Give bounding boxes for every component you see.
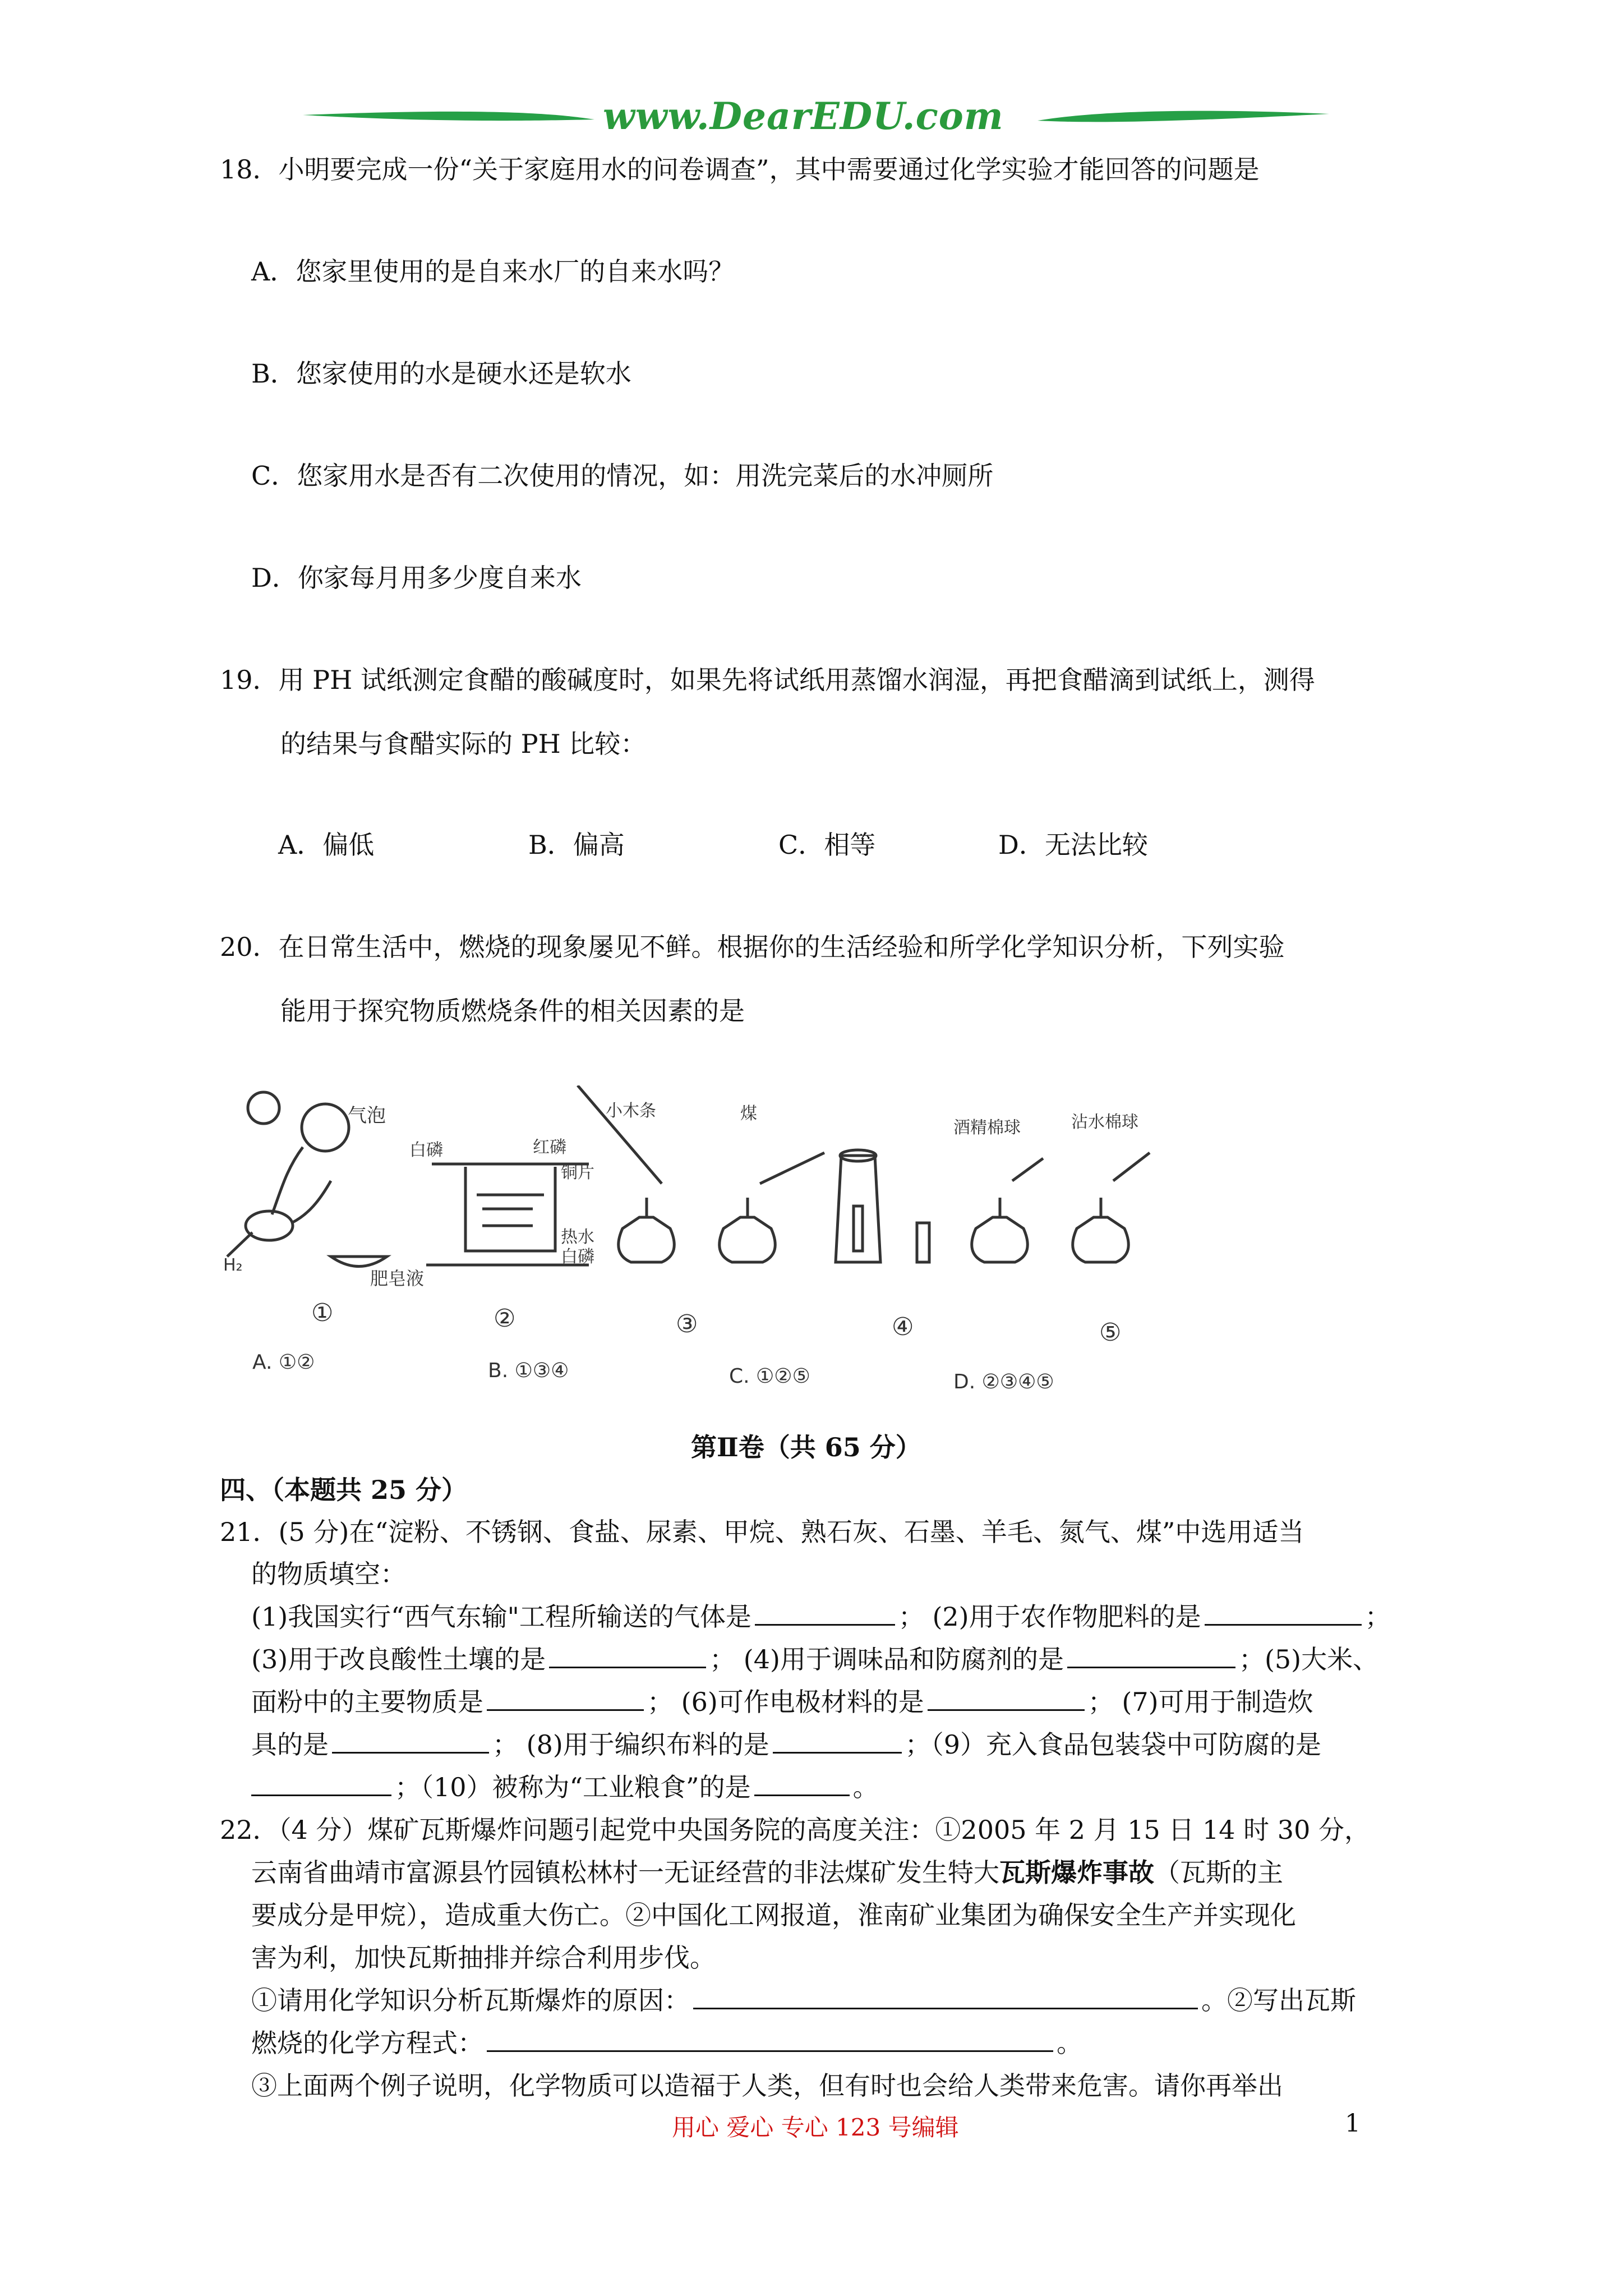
label-water-ball: 沾水棉球 (1071, 1112, 1138, 1132)
label-soap: 肥皂液 (370, 1268, 425, 1289)
q18-option-a: A．您家里使用的是自来水厂的自来水吗？ (251, 256, 735, 287)
fig-num-5: ⑤ (1099, 1318, 1122, 1347)
fig-num-1: ① (311, 1299, 334, 1327)
part2-title: 第Ⅱ卷（共 65 分） (691, 1432, 921, 1462)
label-red-phosphorus: 红磷 (533, 1138, 566, 1157)
footer-editor: 用心 爱心 专心 123 号编辑 (672, 2114, 959, 2141)
q19-option-a: A．偏低 (278, 830, 375, 860)
label-white-phosphorus: 白磷 (409, 1140, 443, 1160)
fig-num-2: ② (494, 1304, 516, 1333)
q22-line1: 22．（4 分）煤矿瓦斯爆炸问题引起党中央国务院的高度关注：①2005 年 2 月 15 日 14 时 30 分， (220, 1815, 1370, 1845)
page-number: 1 (1345, 2109, 1361, 2138)
fig-choice-c: C. ①②⑤ (729, 1365, 810, 1388)
q22-line7: ③上面两个例子说明，化学物质可以造福于人类，但有时也会给人类带来危害。请你再举出 (251, 2070, 1283, 2101)
blank-8[interactable] (773, 1727, 902, 1754)
q22-line6: 燃烧的化学方程式： 。 (251, 2023, 1082, 2060)
q22-line5: ①请用化学知识分析瓦斯爆炸的原因： 。②写出瓦斯 (251, 1980, 1356, 2017)
label-stick: 小木条 (606, 1101, 656, 1121)
blank-5[interactable] (487, 1685, 644, 1711)
label-hot-water: 热水 (561, 1227, 594, 1247)
blank-10[interactable] (754, 1770, 850, 1796)
blank-q22-2[interactable] (487, 2026, 1053, 2052)
blank-9[interactable] (251, 1770, 391, 1796)
q19-option-b: B．偏高 (528, 830, 625, 860)
label-coal: 煤 (740, 1104, 757, 1124)
label-copper: 铜片 (561, 1163, 594, 1182)
blank-4[interactable] (1067, 1642, 1235, 1668)
blank-2[interactable] (1205, 1599, 1362, 1626)
q20-experiment-figure (219, 1085, 1239, 1411)
q21-line2: 的物质填空： (251, 1559, 406, 1589)
q20-stem-line1: 20．在日常生活中，燃烧的现象屡见不鲜。根据你的生活经验和所学化学知识分析，下列实验 (220, 932, 1285, 962)
blank-6[interactable] (928, 1685, 1085, 1711)
fig-choice-a: A. ①② (252, 1351, 315, 1374)
label-alcohol-ball: 酒精棉球 (953, 1118, 1021, 1138)
blank-3[interactable] (549, 1642, 706, 1668)
fig-num-3: ③ (676, 1310, 698, 1338)
q18-option-b: B．您家使用的水是硬水还是软水 (251, 358, 631, 389)
q18-stem: 18．小明要完成一份“关于家庭用水的问卷调查”，其中需要通过化学实验才能回答的问题是 (220, 154, 1260, 185)
fig-choice-b: B. ①③④ (488, 1359, 569, 1382)
q21-line7: ；（10）被称为“工业粮食”的是 。 (251, 1767, 879, 1804)
q22-line3: 要成分是甲烷），造成重大伤亡。②中国化工网报道，淮南矿业集团为确保安全生产并实现化 (251, 1900, 1296, 1930)
fig-num-4: ④ (892, 1313, 914, 1341)
fig-choice-d: D. ②③④⑤ (953, 1370, 1054, 1393)
q21-line1: 21．(5 分)在“淀粉、不锈钢、食盐、尿素、甲烷、熟石灰、石墨、羊毛、氮气、煤”中选用适当 (220, 1517, 1304, 1547)
q21-line3: (1)我国实行“西气东输"工程所输送的气体是 ； (2)用于农作物肥料的是 ； (251, 1596, 1391, 1634)
q19-option-d: D．无法比较 (998, 830, 1148, 860)
q21-line4: (3)用于改良酸性土壤的是 ； (4)用于调味品和防腐剂的是 ；(5)大米、 (251, 1639, 1378, 1676)
blank-1[interactable] (755, 1599, 895, 1626)
blank-q22-1[interactable] (693, 1983, 1198, 2009)
q22-line4: 害为利，加快瓦斯抽排并综合利用步伐。 (251, 1943, 716, 1973)
label-h2: H₂ (223, 1255, 243, 1275)
q21-line6: 具的是 ； (8)用于编织布料的是 ；（9）充入食品包装袋中可防腐的是 (251, 1724, 1321, 1761)
label-white-phosphorus-2: 白磷 (561, 1247, 594, 1267)
q19-option-c: C．相等 (778, 830, 876, 860)
section4-title: 四、（本题共 25 分） (220, 1475, 468, 1505)
q18-option-c: C．您家用水是否有二次使用的情况，如：用洗完菜后的水冲厕所 (251, 461, 994, 491)
q20-stem-line2: 能用于探究物质燃烧条件的相关因素的是 (280, 996, 745, 1026)
site-logo-text: www.DearEDU.com (603, 94, 1004, 138)
q19-stem-line2: 的结果与食醋实际的 PH 比较： (280, 729, 647, 759)
q18-option-d: D．你家每月用多少度自来水 (251, 563, 582, 593)
q22-line2: 云南省曲靖市富源县竹园镇松林村一无证经营的非法煤矿发生特大瓦斯爆炸事故（瓦斯的主 (251, 1857, 1283, 1888)
q19-stem-line1: 19．用 PH 试纸测定食醋的酸碱度时，如果先将试纸用蒸馏水润湿，再把食醋滴到试纸上，测得 (220, 665, 1315, 695)
blank-7[interactable] (332, 1727, 489, 1754)
q21-line5: 面粉中的主要物质是 ； (6)可作电极材料的是 ； (7)可用于制造炊 (251, 1682, 1313, 1719)
label-bubble: 气泡 (348, 1105, 386, 1127)
